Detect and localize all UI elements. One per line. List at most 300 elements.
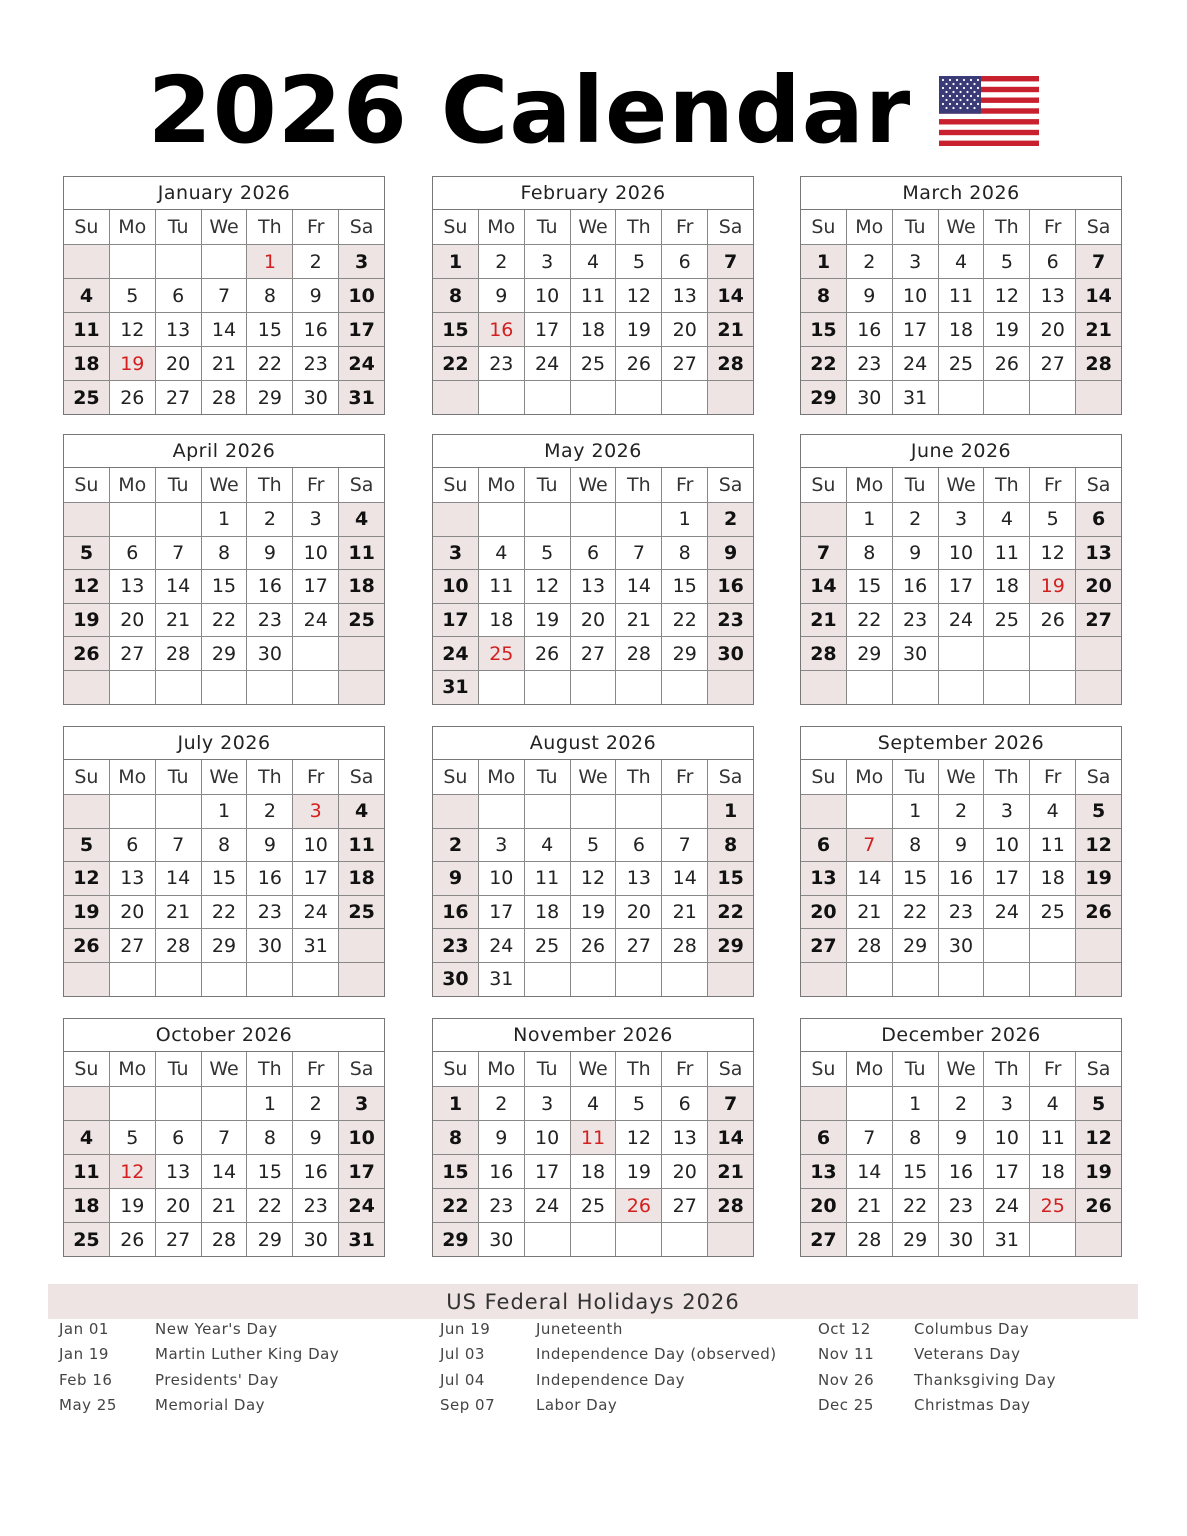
- day-cell: 29: [847, 636, 893, 670]
- empty-day-cell: [616, 1222, 662, 1256]
- weekday-label: Th: [616, 468, 662, 502]
- empty-day-cell: [939, 962, 985, 996]
- day-cell: 1: [202, 794, 248, 828]
- day-cell: 15: [801, 312, 847, 346]
- day-cell: 29: [893, 928, 939, 962]
- day-cell: 15: [247, 312, 293, 346]
- day-cell: 14: [202, 312, 248, 346]
- day-cell: 16: [939, 1154, 985, 1188]
- holiday-date: Jun 19: [440, 1319, 491, 1338]
- week-row: [801, 895, 1121, 929]
- empty-day-cell: [64, 962, 110, 996]
- week-row: [433, 962, 753, 996]
- weekday-label: Su: [801, 760, 847, 794]
- day-cell: 14: [1076, 278, 1121, 312]
- holiday-day-cell: 16: [479, 312, 525, 346]
- day-cell: 23: [479, 346, 525, 380]
- weekday-label: Mo: [479, 760, 525, 794]
- day-cell: 1: [708, 794, 753, 828]
- day-cell: 18: [64, 1188, 110, 1222]
- week-row: [64, 1086, 384, 1120]
- day-cell: 31: [984, 1222, 1030, 1256]
- empty-day-cell: [939, 636, 985, 670]
- weekday-label: Tu: [893, 760, 939, 794]
- holiday-row: [440, 1393, 777, 1419]
- day-cell: 17: [525, 1154, 571, 1188]
- empty-day-cell: [1030, 928, 1076, 962]
- empty-day-cell: [525, 1222, 571, 1256]
- week-row: [433, 502, 753, 536]
- weekday-label: We: [202, 210, 248, 244]
- week-row: [801, 861, 1121, 895]
- weekday-label: Su: [64, 468, 110, 502]
- day-cell: 6: [662, 244, 708, 278]
- day-cell: 16: [247, 861, 293, 895]
- weekday-label: Tu: [156, 468, 202, 502]
- day-cell: 26: [64, 636, 110, 670]
- weekday-header-row: [64, 1052, 384, 1086]
- day-cell: 19: [984, 312, 1030, 346]
- weekday-label: Su: [801, 210, 847, 244]
- weekday-label: Th: [984, 468, 1030, 502]
- weekday-label: We: [202, 468, 248, 502]
- day-cell: 31: [433, 670, 479, 704]
- day-cell: 14: [847, 861, 893, 895]
- day-cell: 28: [616, 636, 662, 670]
- day-cell: 7: [662, 828, 708, 862]
- day-cell: 16: [893, 569, 939, 603]
- empty-day-cell: [616, 502, 662, 536]
- day-cell: 23: [847, 346, 893, 380]
- holiday-day-cell: 7: [847, 828, 893, 862]
- day-cell: 14: [156, 861, 202, 895]
- day-cell: 10: [893, 278, 939, 312]
- day-cell: 19: [525, 603, 571, 637]
- empty-day-cell: [339, 962, 384, 996]
- day-cell: 30: [433, 962, 479, 996]
- day-cell: 3: [525, 244, 571, 278]
- day-cell: 6: [662, 1086, 708, 1120]
- weekday-label: Tu: [525, 210, 571, 244]
- day-cell: 22: [433, 346, 479, 380]
- day-cell: 2: [939, 794, 985, 828]
- month-title: April 2026: [64, 435, 384, 468]
- holiday-day-cell: 26: [616, 1188, 662, 1222]
- holiday-column: [818, 1316, 1056, 1418]
- day-cell: 28: [202, 380, 248, 414]
- week-row: [433, 670, 753, 704]
- week-row: [433, 380, 753, 414]
- weekday-label: Sa: [1086, 216, 1111, 238]
- day-cell: 11: [984, 536, 1030, 570]
- day-cell: 13: [662, 1120, 708, 1154]
- day-cell: 12: [1076, 1120, 1121, 1154]
- day-cell: 10: [525, 1120, 571, 1154]
- holiday-name: Independence Day (observed): [536, 1345, 777, 1364]
- day-cell: 27: [662, 1188, 708, 1222]
- month-title: March 2026: [801, 177, 1121, 210]
- day-cell: 22: [202, 895, 248, 929]
- day-cell: 7: [708, 1086, 753, 1120]
- month-calendar: [432, 1018, 754, 1257]
- empty-day-cell: [1076, 928, 1121, 962]
- empty-day-cell: [1076, 962, 1121, 996]
- day-cell: 3: [525, 1086, 571, 1120]
- day-cell: 30: [939, 928, 985, 962]
- holiday-date: Dec 25: [818, 1396, 874, 1415]
- day-cell: 24: [893, 346, 939, 380]
- day-cell: 5: [64, 536, 110, 570]
- day-cell: 16: [939, 861, 985, 895]
- empty-day-cell: [247, 670, 293, 704]
- day-cell: 27: [110, 928, 156, 962]
- week-row: [801, 1120, 1121, 1154]
- weekday-label: Mo: [847, 1052, 893, 1086]
- weekday-label: Tu: [156, 760, 202, 794]
- empty-day-cell: [156, 1086, 202, 1120]
- weekday-label: Tu: [893, 468, 939, 502]
- holiday-column: [59, 1316, 339, 1418]
- us-flag-icon: [939, 76, 1039, 146]
- weekday-label: Su: [801, 1052, 847, 1086]
- weekday-header-row: [433, 468, 753, 502]
- empty-day-cell: [801, 670, 847, 704]
- day-cell: 7: [156, 828, 202, 862]
- day-cell: 18: [64, 346, 110, 380]
- weekday-label: We: [571, 760, 617, 794]
- day-cell: 6: [801, 1120, 847, 1154]
- weekday-label: Fr: [662, 210, 708, 244]
- holiday-row: [440, 1367, 777, 1393]
- day-cell: 11: [1030, 828, 1076, 862]
- week-row: [801, 636, 1121, 670]
- day-cell: 18: [1030, 1154, 1076, 1188]
- empty-day-cell: [202, 1086, 248, 1120]
- day-cell: 21: [662, 895, 708, 929]
- day-cell: 2: [708, 502, 753, 536]
- day-cell: 20: [1076, 569, 1121, 603]
- day-cell: 6: [1030, 244, 1076, 278]
- empty-day-cell: [984, 670, 1030, 704]
- day-cell: 12: [1030, 536, 1076, 570]
- day-cell: 14: [708, 1120, 753, 1154]
- holiday-name: New Year's Day: [155, 1319, 278, 1338]
- day-cell: 23: [247, 603, 293, 637]
- week-row: [801, 1222, 1121, 1256]
- weekday-label: Th: [247, 468, 293, 502]
- day-cell: 10: [984, 1120, 1030, 1154]
- day-cell: 28: [156, 928, 202, 962]
- empty-day-cell: [479, 794, 525, 828]
- day-cell: 31: [339, 380, 384, 414]
- day-cell: 17: [433, 603, 479, 637]
- weekday-label: Th: [247, 760, 293, 794]
- day-cell: 18: [339, 569, 384, 603]
- week-row: [433, 895, 753, 929]
- day-cell: 17: [939, 569, 985, 603]
- day-cell: 9: [708, 536, 753, 570]
- empty-day-cell: [571, 962, 617, 996]
- day-cell: 12: [1076, 828, 1121, 862]
- month-title: May 2026: [433, 435, 753, 468]
- holiday-name: Memorial Day: [155, 1396, 266, 1415]
- empty-day-cell: [1030, 962, 1076, 996]
- weekday-header-row: [801, 1052, 1121, 1086]
- week-row: [801, 928, 1121, 962]
- day-cell: 17: [339, 1154, 384, 1188]
- month-title: August 2026: [433, 727, 753, 760]
- day-cell: 9: [939, 1120, 985, 1154]
- weekday-label: Sa: [1086, 474, 1111, 496]
- empty-day-cell: [1076, 670, 1121, 704]
- day-cell: 14: [616, 569, 662, 603]
- weekday-label: Sa: [718, 474, 743, 496]
- day-cell: 7: [847, 1120, 893, 1154]
- day-cell: 21: [708, 312, 753, 346]
- day-cell: 12: [616, 278, 662, 312]
- day-cell: 6: [156, 278, 202, 312]
- week-row: [64, 312, 384, 346]
- empty-day-cell: [479, 380, 525, 414]
- day-cell: 8: [202, 536, 248, 570]
- day-cell: 17: [893, 312, 939, 346]
- holiday-row: [59, 1393, 339, 1419]
- weekday-label: Th: [247, 210, 293, 244]
- empty-day-cell: [893, 962, 939, 996]
- day-cell: 27: [616, 928, 662, 962]
- day-cell: 30: [293, 380, 339, 414]
- weekday-label: Fr: [1030, 468, 1076, 502]
- weekday-header-row: [433, 760, 753, 794]
- day-cell: 5: [1076, 794, 1121, 828]
- day-cell: 3: [984, 1086, 1030, 1120]
- day-cell: 15: [247, 1154, 293, 1188]
- day-cell: 25: [339, 603, 384, 637]
- day-cell: 4: [571, 244, 617, 278]
- day-cell: 8: [247, 278, 293, 312]
- empty-day-cell: [662, 962, 708, 996]
- week-row: [64, 1188, 384, 1222]
- day-cell: 9: [479, 278, 525, 312]
- empty-day-cell: [433, 380, 479, 414]
- weekday-label: Mo: [847, 468, 893, 502]
- day-cell: 6: [571, 536, 617, 570]
- day-cell: 24: [293, 603, 339, 637]
- day-cell: 26: [525, 636, 571, 670]
- day-cell: 21: [202, 346, 248, 380]
- day-cell: 12: [525, 569, 571, 603]
- day-cell: 25: [64, 380, 110, 414]
- day-cell: 21: [202, 1188, 248, 1222]
- weekday-label: Sa: [718, 766, 743, 788]
- weekday-label: Mo: [847, 760, 893, 794]
- day-cell: 30: [247, 928, 293, 962]
- weekday-label: Fr: [1030, 210, 1076, 244]
- weekday-label: Fr: [293, 760, 339, 794]
- empty-day-cell: [202, 962, 248, 996]
- empty-day-cell: [708, 380, 753, 414]
- day-cell: 1: [433, 244, 479, 278]
- day-cell: 26: [110, 1222, 156, 1256]
- weekday-label: Tu: [525, 760, 571, 794]
- empty-day-cell: [662, 670, 708, 704]
- day-cell: 24: [525, 1188, 571, 1222]
- day-cell: 19: [571, 895, 617, 929]
- day-cell: 21: [156, 895, 202, 929]
- day-cell: 27: [801, 1222, 847, 1256]
- day-cell: 9: [247, 828, 293, 862]
- day-cell: 13: [110, 861, 156, 895]
- empty-day-cell: [847, 962, 893, 996]
- day-cell: 23: [433, 928, 479, 962]
- weekday-label: Su: [433, 468, 479, 502]
- week-row: [433, 569, 753, 603]
- week-row: [64, 861, 384, 895]
- day-cell: 31: [293, 928, 339, 962]
- month-title: September 2026: [801, 727, 1121, 760]
- day-cell: 15: [708, 861, 753, 895]
- day-cell: 8: [893, 828, 939, 862]
- weekday-label: Mo: [110, 468, 156, 502]
- week-row: [433, 794, 753, 828]
- day-cell: 17: [479, 895, 525, 929]
- empty-day-cell: [64, 670, 110, 704]
- week-row: [64, 1222, 384, 1256]
- day-cell: 22: [202, 603, 248, 637]
- day-cell: 5: [110, 1120, 156, 1154]
- day-cell: 16: [479, 1154, 525, 1188]
- holiday-name: Veterans Day: [914, 1345, 1021, 1364]
- day-cell: 4: [984, 502, 1030, 536]
- week-row: [433, 1086, 753, 1120]
- empty-day-cell: [339, 670, 384, 704]
- weekday-label: Su: [64, 760, 110, 794]
- day-cell: 9: [433, 861, 479, 895]
- day-cell: 30: [479, 1222, 525, 1256]
- empty-day-cell: [616, 962, 662, 996]
- day-cell: 4: [64, 1120, 110, 1154]
- day-cell: 12: [64, 861, 110, 895]
- day-cell: 11: [64, 1154, 110, 1188]
- day-cell: 30: [893, 636, 939, 670]
- day-cell: 5: [984, 244, 1030, 278]
- week-row: [433, 603, 753, 637]
- day-cell: 15: [433, 312, 479, 346]
- day-cell: 5: [616, 244, 662, 278]
- empty-day-cell: [156, 670, 202, 704]
- day-cell: 22: [247, 346, 293, 380]
- day-cell: 8: [433, 278, 479, 312]
- week-row: [64, 636, 384, 670]
- day-cell: 2: [479, 244, 525, 278]
- day-cell: 6: [616, 828, 662, 862]
- day-cell: 4: [1030, 1086, 1076, 1120]
- day-cell: 28: [708, 1188, 753, 1222]
- day-cell: 30: [247, 636, 293, 670]
- empty-day-cell: [616, 794, 662, 828]
- day-cell: 6: [801, 828, 847, 862]
- weekday-label: Fr: [662, 760, 708, 794]
- day-cell: 21: [801, 603, 847, 637]
- weekday-label: Fr: [1030, 760, 1076, 794]
- week-row: [433, 636, 753, 670]
- empty-day-cell: [64, 244, 110, 278]
- weekday-label: We: [571, 468, 617, 502]
- holiday-date: Nov 26: [818, 1370, 875, 1389]
- weekday-label: Sa: [349, 1058, 374, 1080]
- empty-day-cell: [110, 244, 156, 278]
- day-cell: 26: [110, 380, 156, 414]
- day-cell: 1: [893, 794, 939, 828]
- day-cell: 18: [1030, 861, 1076, 895]
- day-cell: 15: [433, 1154, 479, 1188]
- empty-day-cell: [110, 962, 156, 996]
- weekday-label: Fr: [293, 1052, 339, 1086]
- day-cell: 22: [893, 1188, 939, 1222]
- day-cell: 11: [571, 278, 617, 312]
- day-cell: 20: [662, 1154, 708, 1188]
- week-row: [64, 603, 384, 637]
- day-cell: 21: [1076, 312, 1121, 346]
- day-cell: 22: [433, 1188, 479, 1222]
- day-cell: 4: [339, 502, 384, 536]
- weekday-label: Fr: [293, 468, 339, 502]
- holiday-row: [59, 1367, 339, 1393]
- day-cell: 27: [110, 636, 156, 670]
- weekday-label: Th: [616, 1052, 662, 1086]
- weekday-label: We: [202, 760, 248, 794]
- day-cell: 2: [293, 244, 339, 278]
- day-cell: 17: [525, 312, 571, 346]
- empty-day-cell: [571, 794, 617, 828]
- day-cell: 4: [939, 244, 985, 278]
- empty-day-cell: [571, 1222, 617, 1256]
- weekday-label: Sa: [1086, 766, 1111, 788]
- week-row: [433, 861, 753, 895]
- day-cell: 10: [984, 828, 1030, 862]
- day-cell: 17: [984, 1154, 1030, 1188]
- day-cell: 7: [156, 536, 202, 570]
- day-cell: 11: [939, 278, 985, 312]
- day-cell: 22: [893, 895, 939, 929]
- day-cell: 19: [64, 603, 110, 637]
- day-cell: 4: [571, 1086, 617, 1120]
- day-cell: 10: [525, 278, 571, 312]
- week-row: [801, 794, 1121, 828]
- day-cell: 2: [939, 1086, 985, 1120]
- day-cell: 18: [525, 895, 571, 929]
- day-cell: 13: [156, 1154, 202, 1188]
- empty-day-cell: [571, 502, 617, 536]
- weekday-label: Tu: [893, 1052, 939, 1086]
- day-cell: 15: [893, 1154, 939, 1188]
- empty-day-cell: [708, 962, 753, 996]
- day-cell: 30: [293, 1222, 339, 1256]
- empty-day-cell: [939, 670, 985, 704]
- day-cell: 16: [247, 569, 293, 603]
- weekday-label: Sa: [718, 216, 743, 238]
- empty-day-cell: [801, 794, 847, 828]
- weekday-label: We: [202, 1052, 248, 1086]
- holiday-row: [818, 1342, 1056, 1368]
- holiday-day-cell: 4: [339, 794, 384, 828]
- empty-day-cell: [847, 794, 893, 828]
- day-cell: 10: [433, 569, 479, 603]
- day-cell: 10: [339, 278, 384, 312]
- day-cell: 5: [64, 828, 110, 862]
- weekday-label: We: [939, 468, 985, 502]
- day-cell: 20: [801, 1188, 847, 1222]
